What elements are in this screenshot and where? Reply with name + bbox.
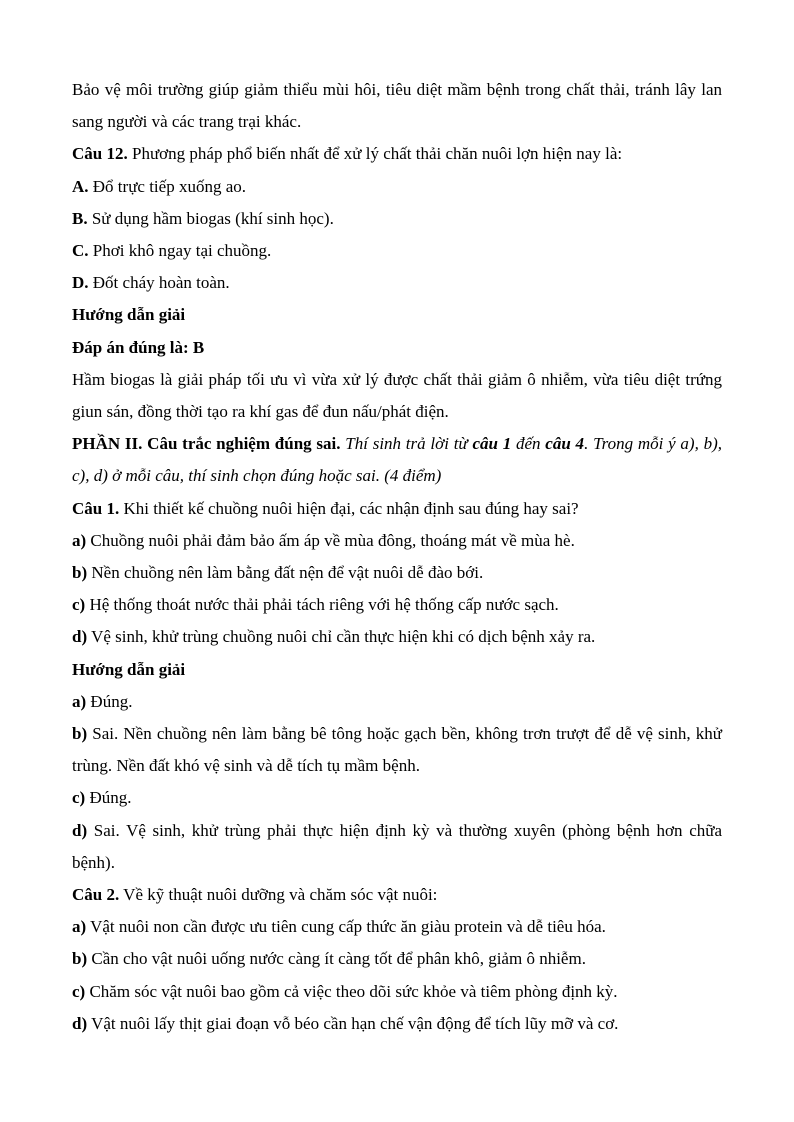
answer-q1-a [72,686,722,718]
question-12 [72,138,722,170]
solution-heading-q1 [72,654,722,686]
explanation-q12 [72,364,727,428]
text-run: câu 4 [545,434,585,454]
text-run: . Trong mỗi ý a), b), c), d) ở mỗi câu, thí sinh chọn đúng hoặc sai. (4 điểm) [72,434,727,486]
answer-q1-d [72,815,727,879]
text-run: c) [72,788,86,808]
text-run: A. [72,176,89,196]
question-1-item-b [72,557,722,589]
text-run: D. [72,273,89,293]
text-run: Thí sinh trả lời từ [340,434,473,454]
text-run: b) [72,724,88,744]
text-run: c) [72,981,86,1001]
text-run: Nền chuồng nên làm bằng đất nện để vật nuôi dễ đào bới. [87,563,484,583]
question-2-item-b [72,943,722,975]
text-run: Đúng. [85,788,132,808]
text-run: Đúng. [86,691,133,711]
text-run: Bảo vệ môi trường giúp giảm thiểu mùi hôi, tiêu diệt mầm bệnh trong chất thải, tránh lây lan sang người và các trang trại khác. [72,80,727,132]
question-12-option-b [72,203,722,235]
text-run: Đốt cháy hoàn toàn. [88,273,230,293]
text-run: Sai. Nền chuồng nên làm bằng bê tông hoặc gạch bền, không trơn trượt để dễ vệ sinh, khử trùng. Nền đất khó vệ sinh và dễ tích tụ mầm bệnh. [72,724,727,776]
text-run: Cần cho vật nuôi uống nước càng ít càng tốt để phân khô, giảm ô nhiễm. [87,949,586,969]
question-2-item-d [72,1008,722,1040]
answer-q1-b [72,718,727,782]
para-env-protection-note [72,74,727,138]
text-run: d) [72,820,88,840]
part-2-heading [72,428,727,492]
text-run: Chăm sóc vật nuôi bao gồm cả việc theo dõi sức khỏe và tiêm phòng định kỳ. [85,981,618,1001]
text-run: Đáp án đúng là: B [72,337,205,357]
question-1 [72,493,722,525]
text-run: Hệ thống thoát nước thải phải tách riêng với hệ thống cấp nước sạch. [85,595,559,615]
text-run: Vật nuôi lấy thịt giai đoạn vỗ béo cần hạn chế vận động để tích lũy mỡ và cơ. [87,1013,619,1033]
text-run: Về kỹ thuật nuôi dưỡng và chăm sóc vật nuôi: [119,885,438,905]
text-run: d) [72,627,88,647]
text-run: Sai. Vệ sinh, khử trùng phải thực hiện định kỳ và thường xuyên (phòng bệnh hơn chữa bệnh). [72,820,727,872]
question-1-item-a [72,525,722,557]
question-1-item-d [72,621,722,653]
text-run: C. [72,241,89,261]
text-run: Khi thiết kế chuồng nuôi hiện đại, các nhận định sau đúng hay sai? [119,498,579,518]
text-run: b) [72,949,88,969]
question-2-item-a [72,911,722,943]
text-run: a) [72,530,87,550]
question-12-option-c [72,235,722,267]
text-run: a) [72,917,87,937]
question-2-item-c [72,976,722,1008]
text-run: đến [511,434,546,454]
text-run: Chuồng nuôi phải đảm bảo ấm áp về mùa đông, thoáng mát về mùa hè. [86,530,575,550]
text-run: Sử dụng hầm biogas (khí sinh học). [87,208,334,228]
text-run: câu 1 [472,434,512,454]
question-12-option-d [72,267,722,299]
text-run: d) [72,1013,88,1033]
question-2 [72,879,722,911]
question-12-option-a [72,171,722,203]
answer-line-q12 [72,332,722,364]
text-run: Câu 2. [72,885,120,905]
text-run: PHẦN II. Câu trắc nghiệm đúng sai. [72,434,341,454]
text-run: a) [72,691,87,711]
text-run: b) [72,563,88,583]
text-run: Đổ trực tiếp xuống ao. [88,176,246,196]
question-1-item-c [72,589,722,621]
text-run: Vật nuôi non cần được ưu tiên cung cấp thức ăn giàu protein và dễ tiêu hóa. [86,917,606,937]
text-run: Phơi khô ngay tại chuồng. [88,241,272,261]
text-run: Câu 1. [72,498,120,518]
text-run: Câu 12. [72,144,128,164]
solution-heading-q12 [72,299,722,331]
text-run: Vệ sinh, khử trùng chuồng nuôi chỉ cần thực hiện khi có dịch bệnh xảy ra. [87,627,596,647]
text-run: B. [72,208,88,228]
text-run: Hướng dẫn giải [72,659,186,679]
document-body [72,74,727,1040]
answer-q1-c [72,782,722,814]
text-run: Hướng dẫn giải [72,305,186,325]
text-run: c) [72,595,86,615]
text-run: Phương pháp phổ biến nhất để xử lý chất thải chăn nuôi lợn hiện nay là: [127,144,623,164]
text-run: Hầm biogas là giải pháp tối ưu vì vừa xử lý được chất thải giảm ô nhiễm, vừa tiêu diệt trứng giun sán, đồng thời tạo ra khí gas để đun nấu/phát điện. [72,369,727,422]
